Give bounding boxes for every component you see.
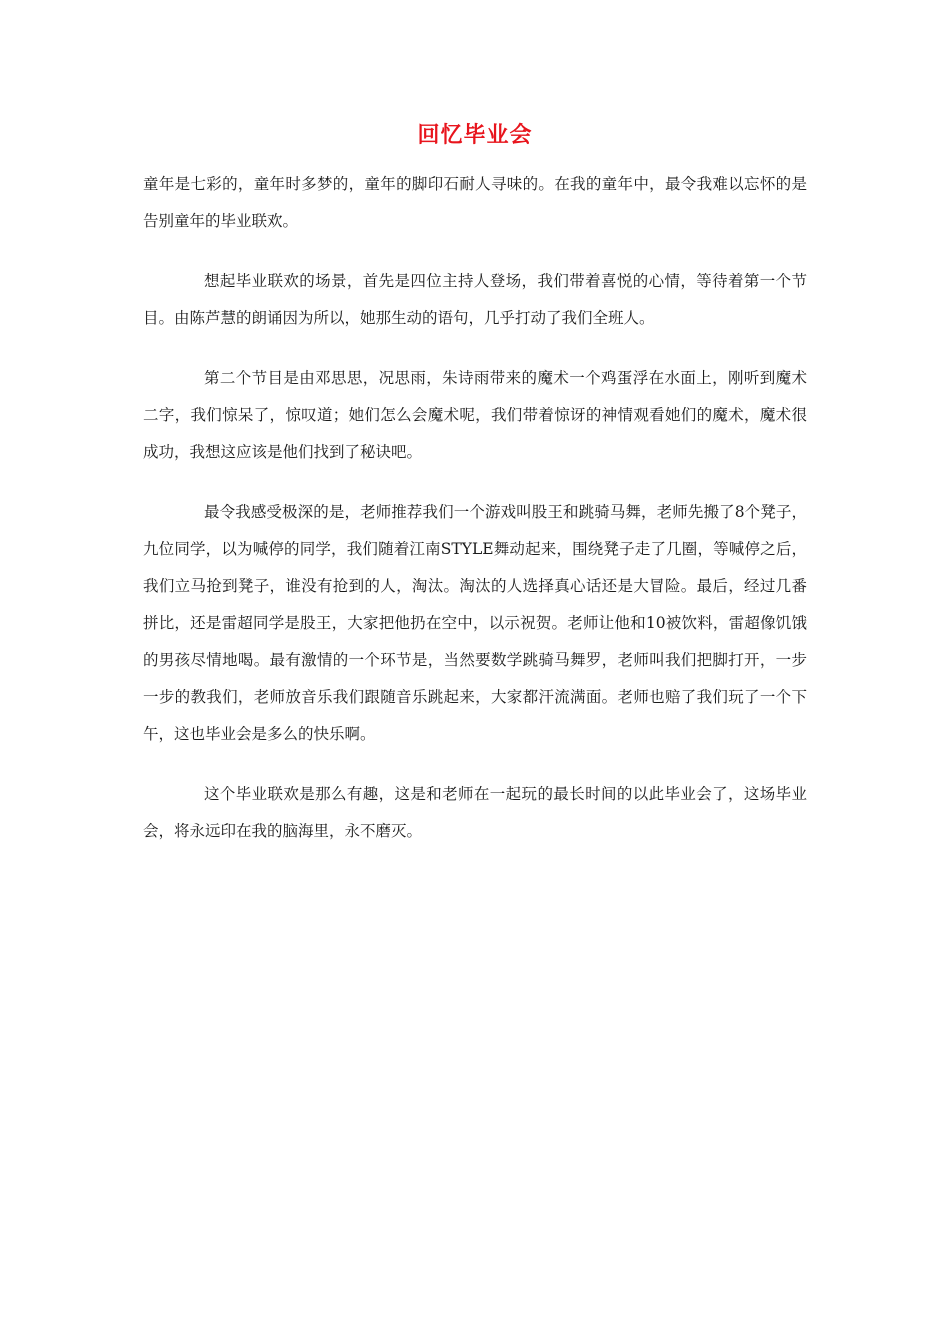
paragraph-4: 最令我感受极深的是，老师推荐我们一个游戏叫股王和跳骑马舞，老师先搬了8个凳子，九位同学，以为喊停的同学，我们随着江南STYLE舞动起来，围绕凳子走了几圈，等喊停之后，我们立马抢到凳子，谁没有抢到的人，淘汰。淘汰的人选择真心话还是大冒险。最后，经过几番拼比，还是雷超同学是股王，大家把他扔在空中，以示祝贺。老师让他和10被饮料，雷超像饥饿的男孩尽情地喝。最有激情的一个环节是，当然要数学跳骑马舞罗，老师叫我们把脚打开，一步一步的教我们，老师放音乐我们跟随音乐跳起来，大家都汗流满面。老师也赔了我们玩了一个下午，这也毕业会是多么的快乐啊。 — [143, 503, 807, 743]
paragraph-1: 童年是七彩的，童年时多梦的，童年的脚印石耐人寻味的。在我的童年中，最令我难以忘怀的是告别童年的毕业联欢。 — [143, 175, 807, 230]
paragraph-3: 第二个节目是由邓思思，况思雨，朱诗雨带来的魔术一个鸡蛋浮在水面上，刚听到魔术二字，我们惊呆了，惊叹道；她们怎么会魔术呢，我们带着惊讶的神情观看她们的魔术，魔术很成功，我想这应该是他们找到了秘诀吧。 — [143, 369, 807, 461]
paragraph-2: 想起毕业联欢的场景，首先是四位主持人登场，我们带着喜悦的心情，等待着第一个节目。由陈芦慧的朗诵因为所以，她那生动的语句，几乎打动了我们全班人。 — [143, 272, 807, 327]
document-body — [143, 166, 807, 873]
paragraph-5: 这个毕业联欢是那么有趣，这是和老师在一起玩的最长时间的以此毕业会了，这场毕业会，将永远印在我的脑海里，永不磨灭。 — [143, 785, 807, 840]
document-title: 回忆毕业会 — [417, 123, 533, 148]
